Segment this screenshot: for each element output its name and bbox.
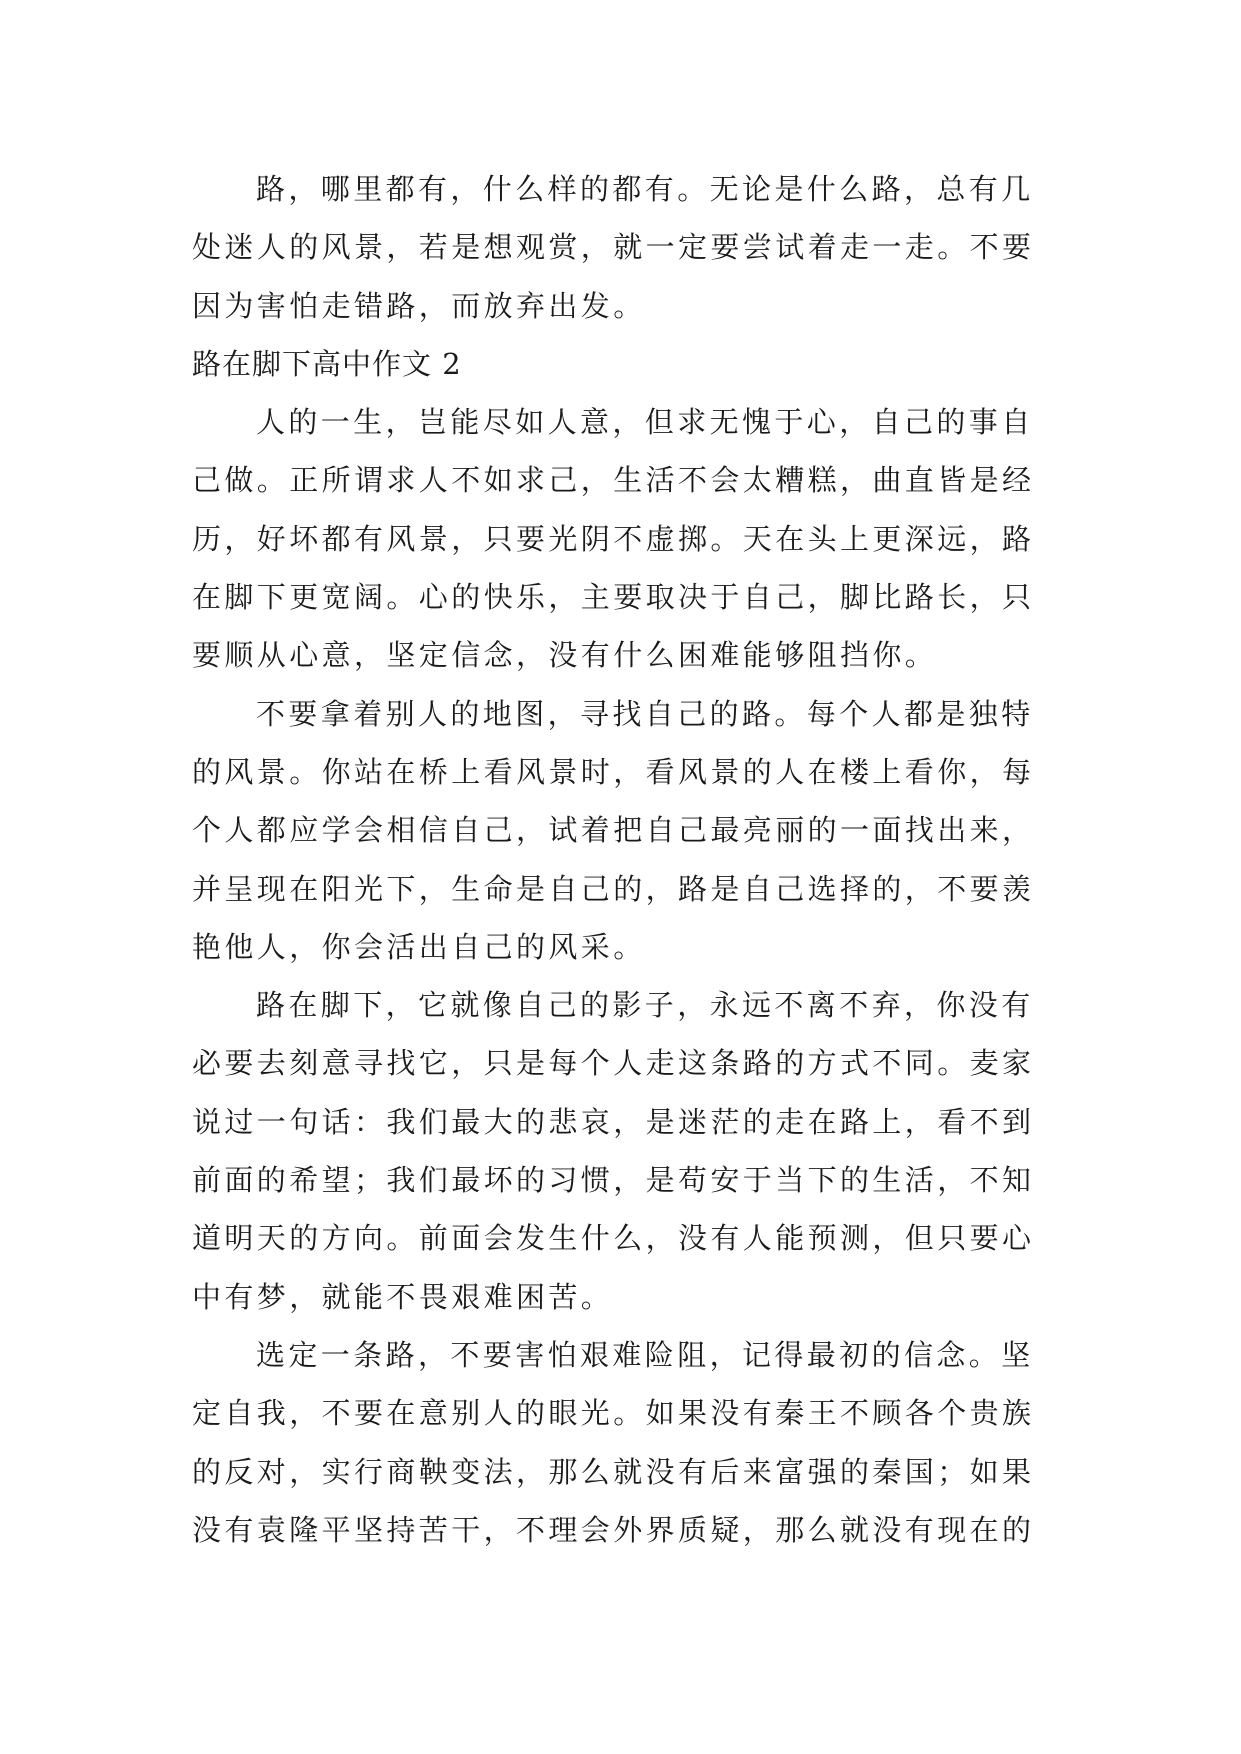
text-line: 前面的希望；我们最坏的习惯，是苟安于当下的生活，不知 bbox=[192, 1163, 1035, 1198]
text-line: 历，好坏都有风景，只要光阴不虚掷。天在头上更深远，路 bbox=[192, 521, 1035, 556]
text-line: 必要去刻意寻找它，只是每个人走这条路的方式不同。麦家 bbox=[192, 1046, 1035, 1081]
text-line: 己做。正所谓求人不如求己，生活不会太糟糕，曲直皆是经 bbox=[192, 463, 1035, 498]
text-line: 的风景。你站在桥上看风景时，看风景的人在楼上看你，每 bbox=[192, 754, 1035, 789]
text-line: 说过一句话：我们最大的悲哀，是迷茫的走在路上，看不到 bbox=[192, 1104, 1035, 1139]
text-line: 个人都应学会相信自己，试着把自己最亮丽的一面找出来， bbox=[192, 813, 1035, 848]
text-line: 处迷人的风景，若是想观赏，就一定要尝试着走一走。不要 bbox=[192, 230, 1035, 265]
text-line: 的反对，实行商鞅变法，那么就没有后来富强的秦国；如果 bbox=[192, 1454, 1035, 1489]
text-line: 定自我，不要在意别人的眼光。如果没有秦王不顾各个贵族 bbox=[192, 1396, 1035, 1431]
text-line: 路在脚下，它就像自己的影子，永远不离不弃，你没有 bbox=[256, 988, 1034, 1023]
text-line: 不要拿着别人的地图，寻找自己的路。每个人都是独特 bbox=[256, 696, 1034, 731]
text-line: 艳他人，你会活出自己的风采。 bbox=[192, 929, 646, 964]
text-line: 道明天的方向。前面会发生什么，没有人能预测，但只要心 bbox=[192, 1221, 1035, 1256]
document-page bbox=[192, 160, 1052, 1559]
text-line: 并呈现在阳光下，生命是自己的，路是自己选择的，不要羡 bbox=[192, 871, 1035, 906]
text-line: 没有袁隆平坚持苦干，不理会外界质疑，那么就没有现在的 bbox=[192, 1512, 1035, 1547]
text-line: 中有梦，就能不畏艰难困苦。 bbox=[192, 1279, 614, 1314]
text-line: 要顺从心意，坚定信念，没有什么困难能够阻挡你。 bbox=[192, 638, 938, 673]
text-line: 选定一条路，不要害怕艰难险阻，记得最初的信念。坚 bbox=[256, 1337, 1034, 1372]
text-line: 人的一生，岂能尽如人意，但求无愧于心，自己的事自 bbox=[256, 405, 1034, 440]
section-heading: 路在脚下高中作文 2 bbox=[192, 346, 462, 381]
text-line: 因为害怕走错路，而放弃出发。 bbox=[192, 288, 646, 323]
text-line: 在脚下更宽阔。心的快乐，主要取决于自己，脚比路长，只 bbox=[192, 580, 1035, 615]
text-line: 路，哪里都有，什么样的都有。无论是什么路，总有几 bbox=[256, 172, 1034, 206]
